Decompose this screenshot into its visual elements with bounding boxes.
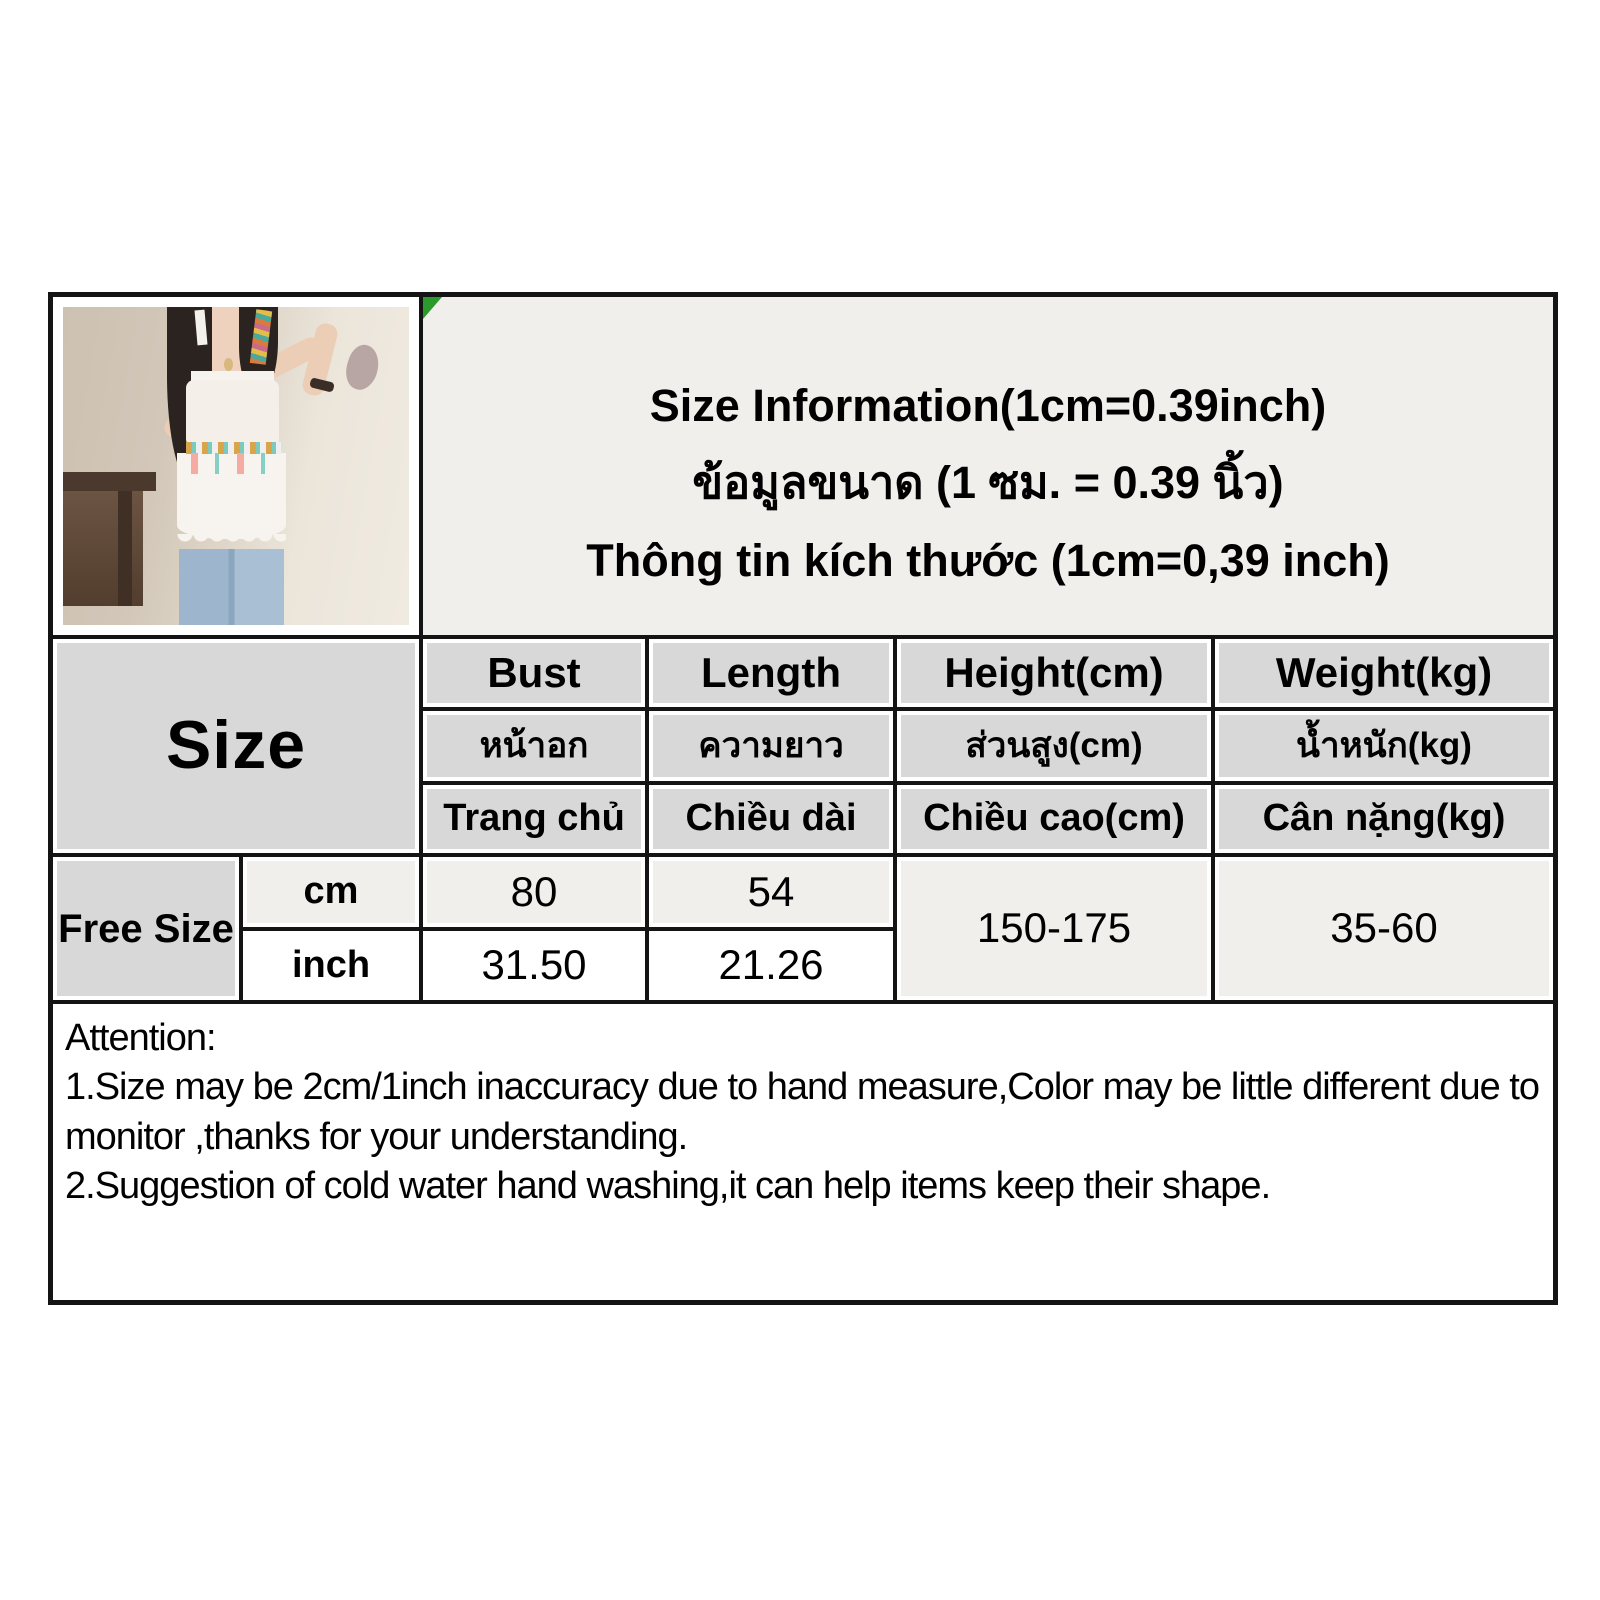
size-corner-label: Size [165,707,307,784]
header-length-en: Length [647,637,895,709]
photo-waist-bead-band [186,442,281,453]
attention-note-2: 2.Suggestion of cold water hand washing,it can help items keep their shape. [65,1165,1271,1208]
photo-top-crochet [186,380,279,447]
size-document [48,292,1558,1305]
photo-top-scallop-hem [177,534,286,548]
photo-waist-tassels [191,453,278,474]
value-length-cm: 54 [647,855,895,929]
attention-note-1: 1.Size may be 2cm/1inch inaccuracy due to hand measure,Color may be little different due to monitor ,thanks for your understanding. [65,1066,1539,1158]
header-weight-en: Weight(kg) [1213,637,1555,709]
header-bust-th: หน้าอก [421,709,647,783]
title-stack [423,297,1553,635]
header-length-th: ความยาว [647,709,895,783]
title-vietnamese: Thông tin kích thước (1cm=0,39 inch) [586,534,1390,586]
title-cell [421,295,1555,637]
value-weight-range: 35-60 [1213,855,1555,1002]
photo-necklace [224,358,233,371]
size-corner-cell [51,637,421,855]
title-thai: ข้อมูลขนาด (1 ซม. = 0.39 นิ้ว) [692,457,1284,509]
title-english: Size Information(1cm=0.39inch) [649,380,1327,432]
photo-jeans [179,549,285,625]
header-weight-th: น้ำหนัก(kg) [1213,709,1555,783]
header-weight-vi: Cân nặng(kg) [1213,783,1555,855]
value-length-inch: 21.26 [647,929,895,1002]
header-length-vi: Chiều dài [647,783,895,855]
header-height-vi: Chiều cao(cm) [895,783,1213,855]
header-height-th: ส่วนสูง(cm) [895,709,1213,783]
photo-wall-scrunchie [341,341,384,393]
photo-table-leg [118,491,132,605]
unit-inch-cell: inch [241,929,421,1002]
header-bust-en: Bust [421,637,647,709]
photo-table-top [63,472,156,491]
product-photo-cell [51,295,421,637]
unit-cm-cell: cm [241,855,421,929]
row-label-free-size: Free Size [51,855,241,1002]
title-background [423,297,1553,635]
corner-flag-icon [423,297,442,319]
product-photo [63,307,409,625]
attention-heading: Attention: [65,1017,216,1059]
value-bust-inch: 31.50 [421,929,647,1002]
attention-box [51,1002,1555,1302]
value-height-range: 150-175 [895,855,1213,1002]
value-bust-cm: 80 [421,855,647,929]
header-bust-vi: Trang chủ [421,783,647,855]
header-height-en: Height(cm) [895,637,1213,709]
